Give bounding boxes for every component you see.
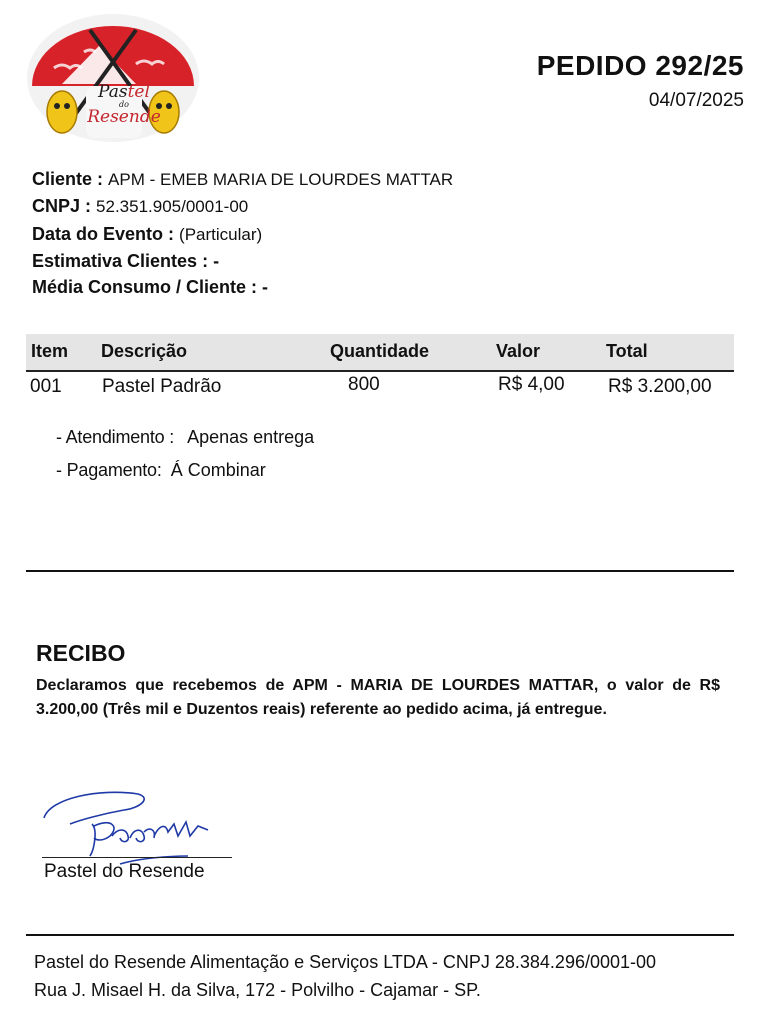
payment-note: [56, 460, 266, 481]
service-note: [56, 427, 314, 448]
row-quantity: 800: [348, 374, 380, 395]
event-date-label: Data do Evento :: [32, 224, 175, 244]
order-date: 04/07/2025: [648, 90, 744, 111]
receipt-text: Declaramos que recebemos de APM - MARIA DE LOURDES MATTAR, o valor de R$ 3.200,00 (Três mil e Duzentos reais) referente ao pedido acima, já entregue.: [36, 677, 720, 718]
divider: [26, 570, 734, 572]
footer-divider: [26, 934, 734, 936]
table-header: [26, 334, 734, 372]
footer-address-line: Rua J. Misael H. da Silva, 172 - Polvilho - Cajamar - SP.: [34, 980, 481, 1000]
header-item: Item: [31, 341, 69, 361]
estimated-clients: Estimativa Clientes : -: [32, 251, 220, 271]
company-footer: [34, 948, 656, 1004]
signatory-name: Pastel do Resende: [44, 861, 205, 882]
event-date-row: [32, 224, 262, 245]
table-row: [26, 374, 734, 404]
payment-label: - Pagamento:: [56, 460, 162, 480]
client-value: APM - EMEB MARIA DE LOURDES MATTAR: [108, 170, 454, 189]
cnpj-row: [32, 196, 248, 217]
average-consumption: Média Consumo / Cliente : -: [32, 277, 269, 297]
service-value: Apenas entrega: [187, 427, 315, 447]
footer-company-line: Pastel do Resende Alimentação e Serviços LTDA - CNPJ 28.384.296/0001-00: [34, 952, 657, 972]
row-description: Pastel Padrão: [102, 376, 222, 397]
event-date-value: (Particular): [179, 225, 263, 244]
cnpj-value: 52.351.905/0001-00: [96, 197, 249, 216]
header-description: Descrição: [101, 341, 188, 361]
receipt-title: RECIBO: [36, 640, 126, 666]
row-total: R$ 3.200,00: [608, 376, 712, 397]
header-quantity: Quantidade: [330, 341, 430, 361]
row-item: 001: [30, 376, 62, 397]
row-unit-value: R$ 4,00: [498, 374, 565, 395]
logo-wordmark: Pastel do Resende: [87, 82, 161, 127]
order-number: PEDIDO 292/25: [536, 50, 744, 81]
client-row: [32, 169, 453, 190]
payment-value: Á Combinar: [170, 460, 266, 480]
header-unit-value: Valor: [496, 341, 541, 361]
client-label: Cliente :: [32, 169, 104, 189]
signature-line: [42, 857, 232, 858]
cnpj-label: CNPJ :: [32, 196, 92, 216]
header-total: Total: [606, 341, 648, 361]
service-label: - Atendimento :: [56, 427, 175, 447]
